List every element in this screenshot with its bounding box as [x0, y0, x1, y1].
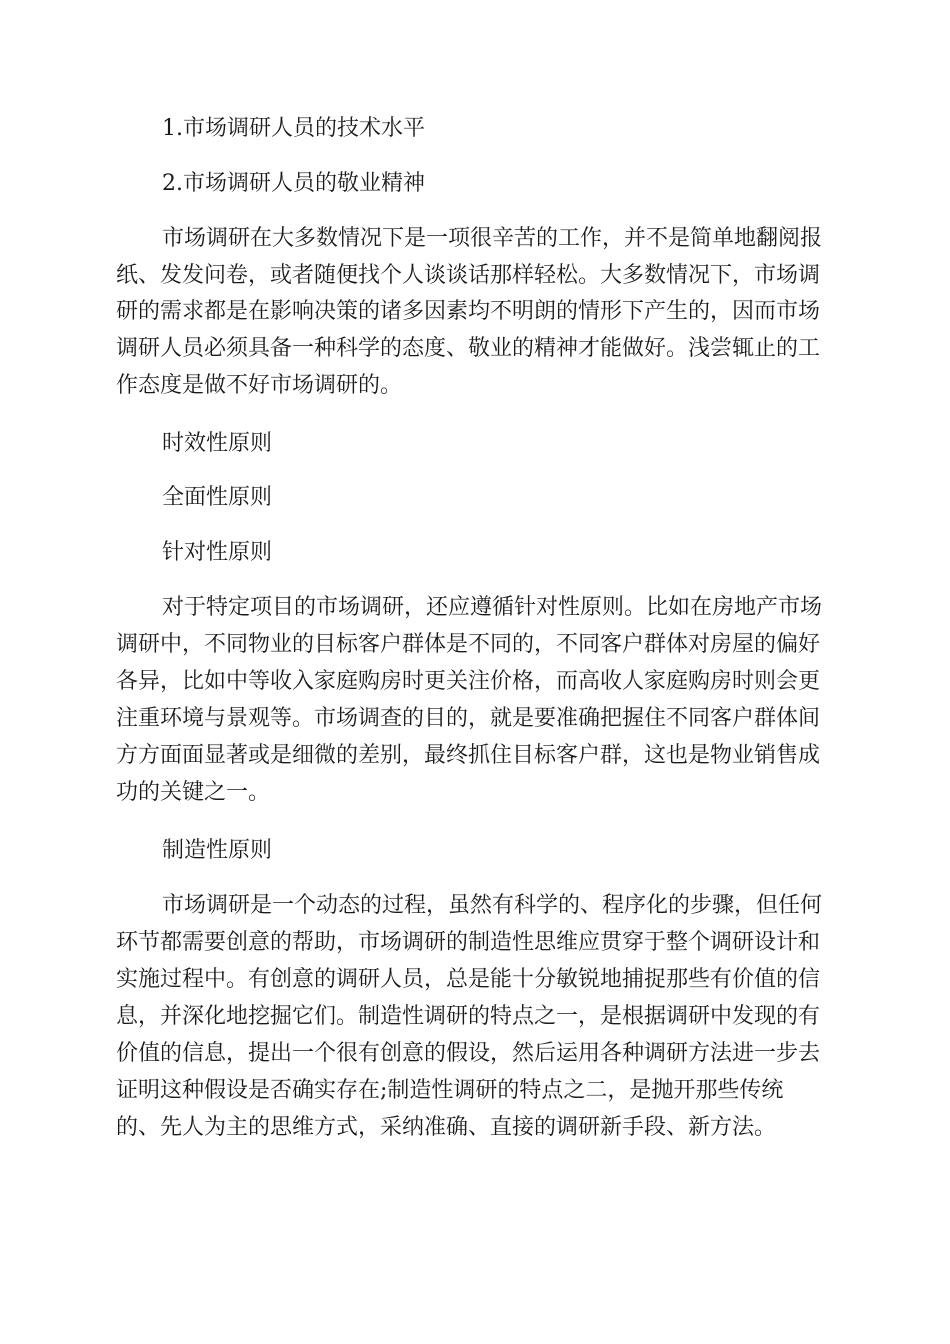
- paragraph-2-line-5: 方方面面显著或是细微的差别，最终抓住目标客户群，这也是物业销售成: [116, 743, 821, 768]
- heading-comprehensiveness: 全面性原则: [162, 485, 273, 510]
- paragraph-3-line-3: 实施过程中。有创意的调研人员，总是能十分敏锐地捕捉那些有价值的信: [116, 967, 821, 992]
- paragraph-1-line-4: 调研人员必须具备一种科学的态度、敬业的精神才能做好。浅尝辄止的工: [116, 336, 821, 361]
- paragraph-3-line-6: 证明这种假设是否确实存在;制造性调研的特点之二，是抛开那些传统: [116, 1078, 784, 1103]
- paragraph-3-line-5: 价值的信息，提出一个很有创意的假设，然后运用各种调研方法进一步去: [116, 1041, 821, 1066]
- paragraph-1-line-3: 研的需求都是在影响决策的诸多因素均不明朗的情形下产生的，因而市场: [116, 299, 821, 324]
- paragraph-3-line-2: 环节都需要创意的帮助，市场调研的制造性思维应贯穿于整个调研设计和: [116, 930, 821, 955]
- paragraph-2-line-4: 注重环境与景观等。市场调查的目的，就是要准确把握住不同客户群体间: [116, 706, 821, 731]
- paragraph-3-line-1: 市场调研是一个动态的过程，虽然有科学的、程序化的步骤，但任何: [162, 893, 823, 918]
- paragraph-3-line-4: 息，并深化地挖掘它们。制造性调研的特点之一，是根据调研中发现的有: [116, 1004, 821, 1029]
- paragraph-1-line-2: 纸、发发问卷，或者随便找个人谈谈话那样轻松。大多数情况下，市场调: [116, 263, 821, 288]
- paragraph-1-line-1: 市场调研在大多数情况下是一项很辛苦的工作，并不是简单地翻阅报: [162, 226, 823, 251]
- paragraph-3-line-7: 的、先人为主的思维方式，采纳准确、直接的调研新手段、新方法。: [116, 1115, 777, 1140]
- heading-creativity: 制造性原则: [162, 838, 273, 863]
- list-item-1: 1.市场调研人员的技术水平: [162, 116, 425, 141]
- heading-pertinence: 针对性原则: [162, 540, 273, 565]
- paragraph-1-line-5: 作态度是做不好市场调研的。: [116, 373, 403, 398]
- paragraph-2-line-6: 功的关键之一。: [116, 780, 271, 805]
- paragraph-2-line-3: 各异，比如中等收入家庭购房时更关注价格，而高收人家庭购房时则会更: [116, 669, 821, 694]
- paragraph-2-line-2: 调研中，不同物业的目标客户群体是不同的，不同客户群体对房屋的偏好: [116, 632, 821, 657]
- heading-timeliness: 时效性原则: [162, 431, 273, 456]
- paragraph-2-line-1: 对于特定项目的市场调研，还应遵循针对性原则。比如在房地产市场: [162, 595, 823, 620]
- list-item-2: 2.市场调研人员的敬业精神: [162, 171, 425, 196]
